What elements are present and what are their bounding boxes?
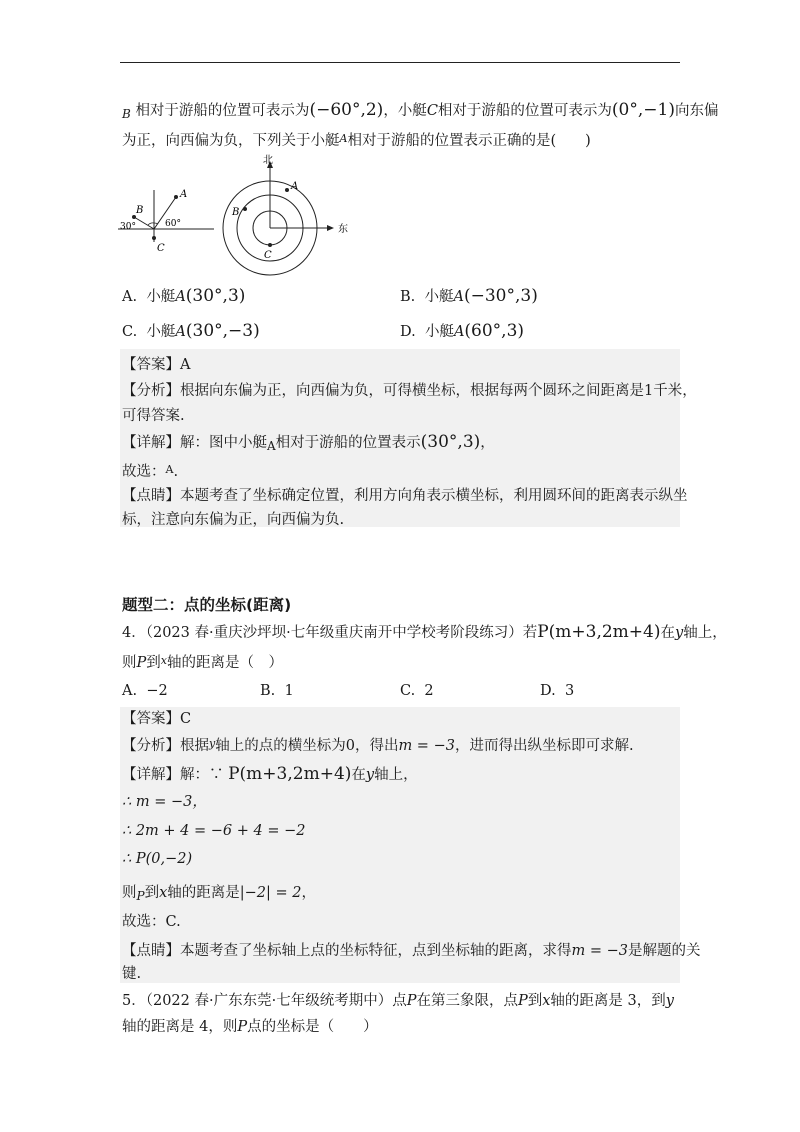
q4-comment-line1: 【点睛】本题考查了坐标轴上点的坐标特征，点到坐标轴的距离，求得m = −3是解题的关 — [122, 943, 701, 959]
q4-step-2: ∴ 2m + 4 = −6 + 4 = −2 — [122, 823, 306, 839]
q5-stem-line1: 5．（2022 春·广东东莞·七年级统考期中）点P在第三象限，点P到x轴的距离是 3，到y — [122, 993, 674, 1009]
q4-option-b[interactable]: B. 1 — [260, 683, 294, 699]
letter-a: A — [339, 132, 348, 145]
q4-option-c[interactable]: C. 2 — [400, 683, 434, 699]
q3-comment-line1: 【点睛】本题考查了坐标确定位置，利用方向角表示横坐标，利用圆环间的距离表示纵坐 — [122, 488, 688, 504]
letter-b: B — [122, 107, 131, 121]
header-rule — [120, 62, 680, 63]
q3-choose: 故选：$^A$. — [122, 463, 179, 480]
point-a-dot — [285, 188, 289, 192]
point-b-dot — [243, 207, 247, 211]
q5-stem-line2: 轴的距离是 4，则P点的坐标是（ ） — [122, 1019, 378, 1035]
q4-step-1: ∴ m = −3， — [122, 794, 207, 810]
q4-point: P(m+3,2m+4) — [537, 622, 661, 642]
q3-answer: 【答案】A — [122, 357, 191, 373]
position-b: (−60°,2) — [309, 100, 384, 120]
q4-option-a[interactable]: A. −2 — [122, 683, 168, 699]
angle-arc-a — [154, 223, 158, 224]
label-b: B — [232, 207, 240, 218]
point-a-dot — [174, 195, 178, 199]
label-a: A — [180, 189, 188, 200]
angle-60-label: 60° — [165, 219, 181, 229]
q4-comment-line2: 键. — [122, 966, 142, 982]
q4-detail: 【详解】解：∵ P(m+3,2m+4)在y轴上， — [122, 764, 418, 784]
q3-analysis-line1: 【分析】根据向东偏为正，向西偏为负，可得横坐标，根据每两个圆环之间距离是1千米， — [122, 383, 697, 399]
q3-option-b[interactable]: B. 小艇A(−30°,3) — [400, 286, 538, 306]
q3-option-c[interactable]: C. 小艇A(30°,−3) — [122, 321, 260, 341]
point-c-dot — [152, 236, 156, 240]
label-a: A — [291, 181, 299, 192]
east-label: 东 — [338, 224, 348, 235]
position-c: (0°,−1) — [611, 100, 675, 120]
point-c-dot — [268, 243, 272, 247]
label-b: B — [136, 205, 144, 216]
east-arrow-icon — [327, 225, 334, 231]
q4-stem-line2: 则P到$^x$轴的距离是（ ） — [122, 654, 283, 671]
letter-c: C — [426, 103, 438, 119]
polar-diagram — [218, 152, 358, 277]
angle-diagram — [118, 180, 218, 255]
q3-stem-line2: 为正，向西偏为负，下列关于小艇$^A$相对于游船的位置表示正确的是( ) — [122, 132, 591, 149]
q4-analysis: 【分析】根据$^y$轴上的点的横坐标为0，得出m = −3，进而得出纵坐标即可求解. — [122, 737, 634, 754]
label-c: C — [157, 243, 165, 254]
q4-choose: 故选：C. — [122, 914, 181, 930]
section-heading: 题型二：点的坐标(距离) — [122, 596, 292, 614]
q3-option-d[interactable]: D. 小艇A(60°,3) — [400, 321, 525, 341]
q3-comment-line2: 标，注意向东偏为正，向西偏为负. — [122, 512, 345, 528]
q4-option-d[interactable]: D. 3 — [540, 683, 575, 699]
q3-option-a[interactable]: A. 小艇A(30°,3) — [122, 286, 246, 306]
q3-stem-line1: $_B$ 相对于游船的位置可表示为(−60°,2)，小艇C相对于游船的位置可表示为(0°,−1)向东偏 — [122, 100, 719, 121]
angle-30-label: 30° — [120, 222, 136, 232]
north-label: 北 — [263, 155, 273, 166]
label-c: C — [264, 250, 272, 261]
q3-detail: 【详解】解：图中小艇$_A$相对于游船的位置表示(30°,3)， — [122, 432, 495, 453]
q4-stem-line1: 4．（2023 春·重庆沙坪坝·七年级重庆南开中学校考阶段练习）若P(m+3,2m+4)在y轴上， — [122, 622, 727, 642]
q4-answer: 【答案】C — [122, 711, 192, 727]
q4-distance: 则$_P$到x轴的距离是|−2| = 2， — [122, 885, 317, 903]
angle-arc-b — [148, 223, 154, 225]
q4-step-3: ∴ P(0,−2) — [122, 851, 193, 867]
q3-analysis-line2: 可得答案. — [122, 408, 185, 424]
